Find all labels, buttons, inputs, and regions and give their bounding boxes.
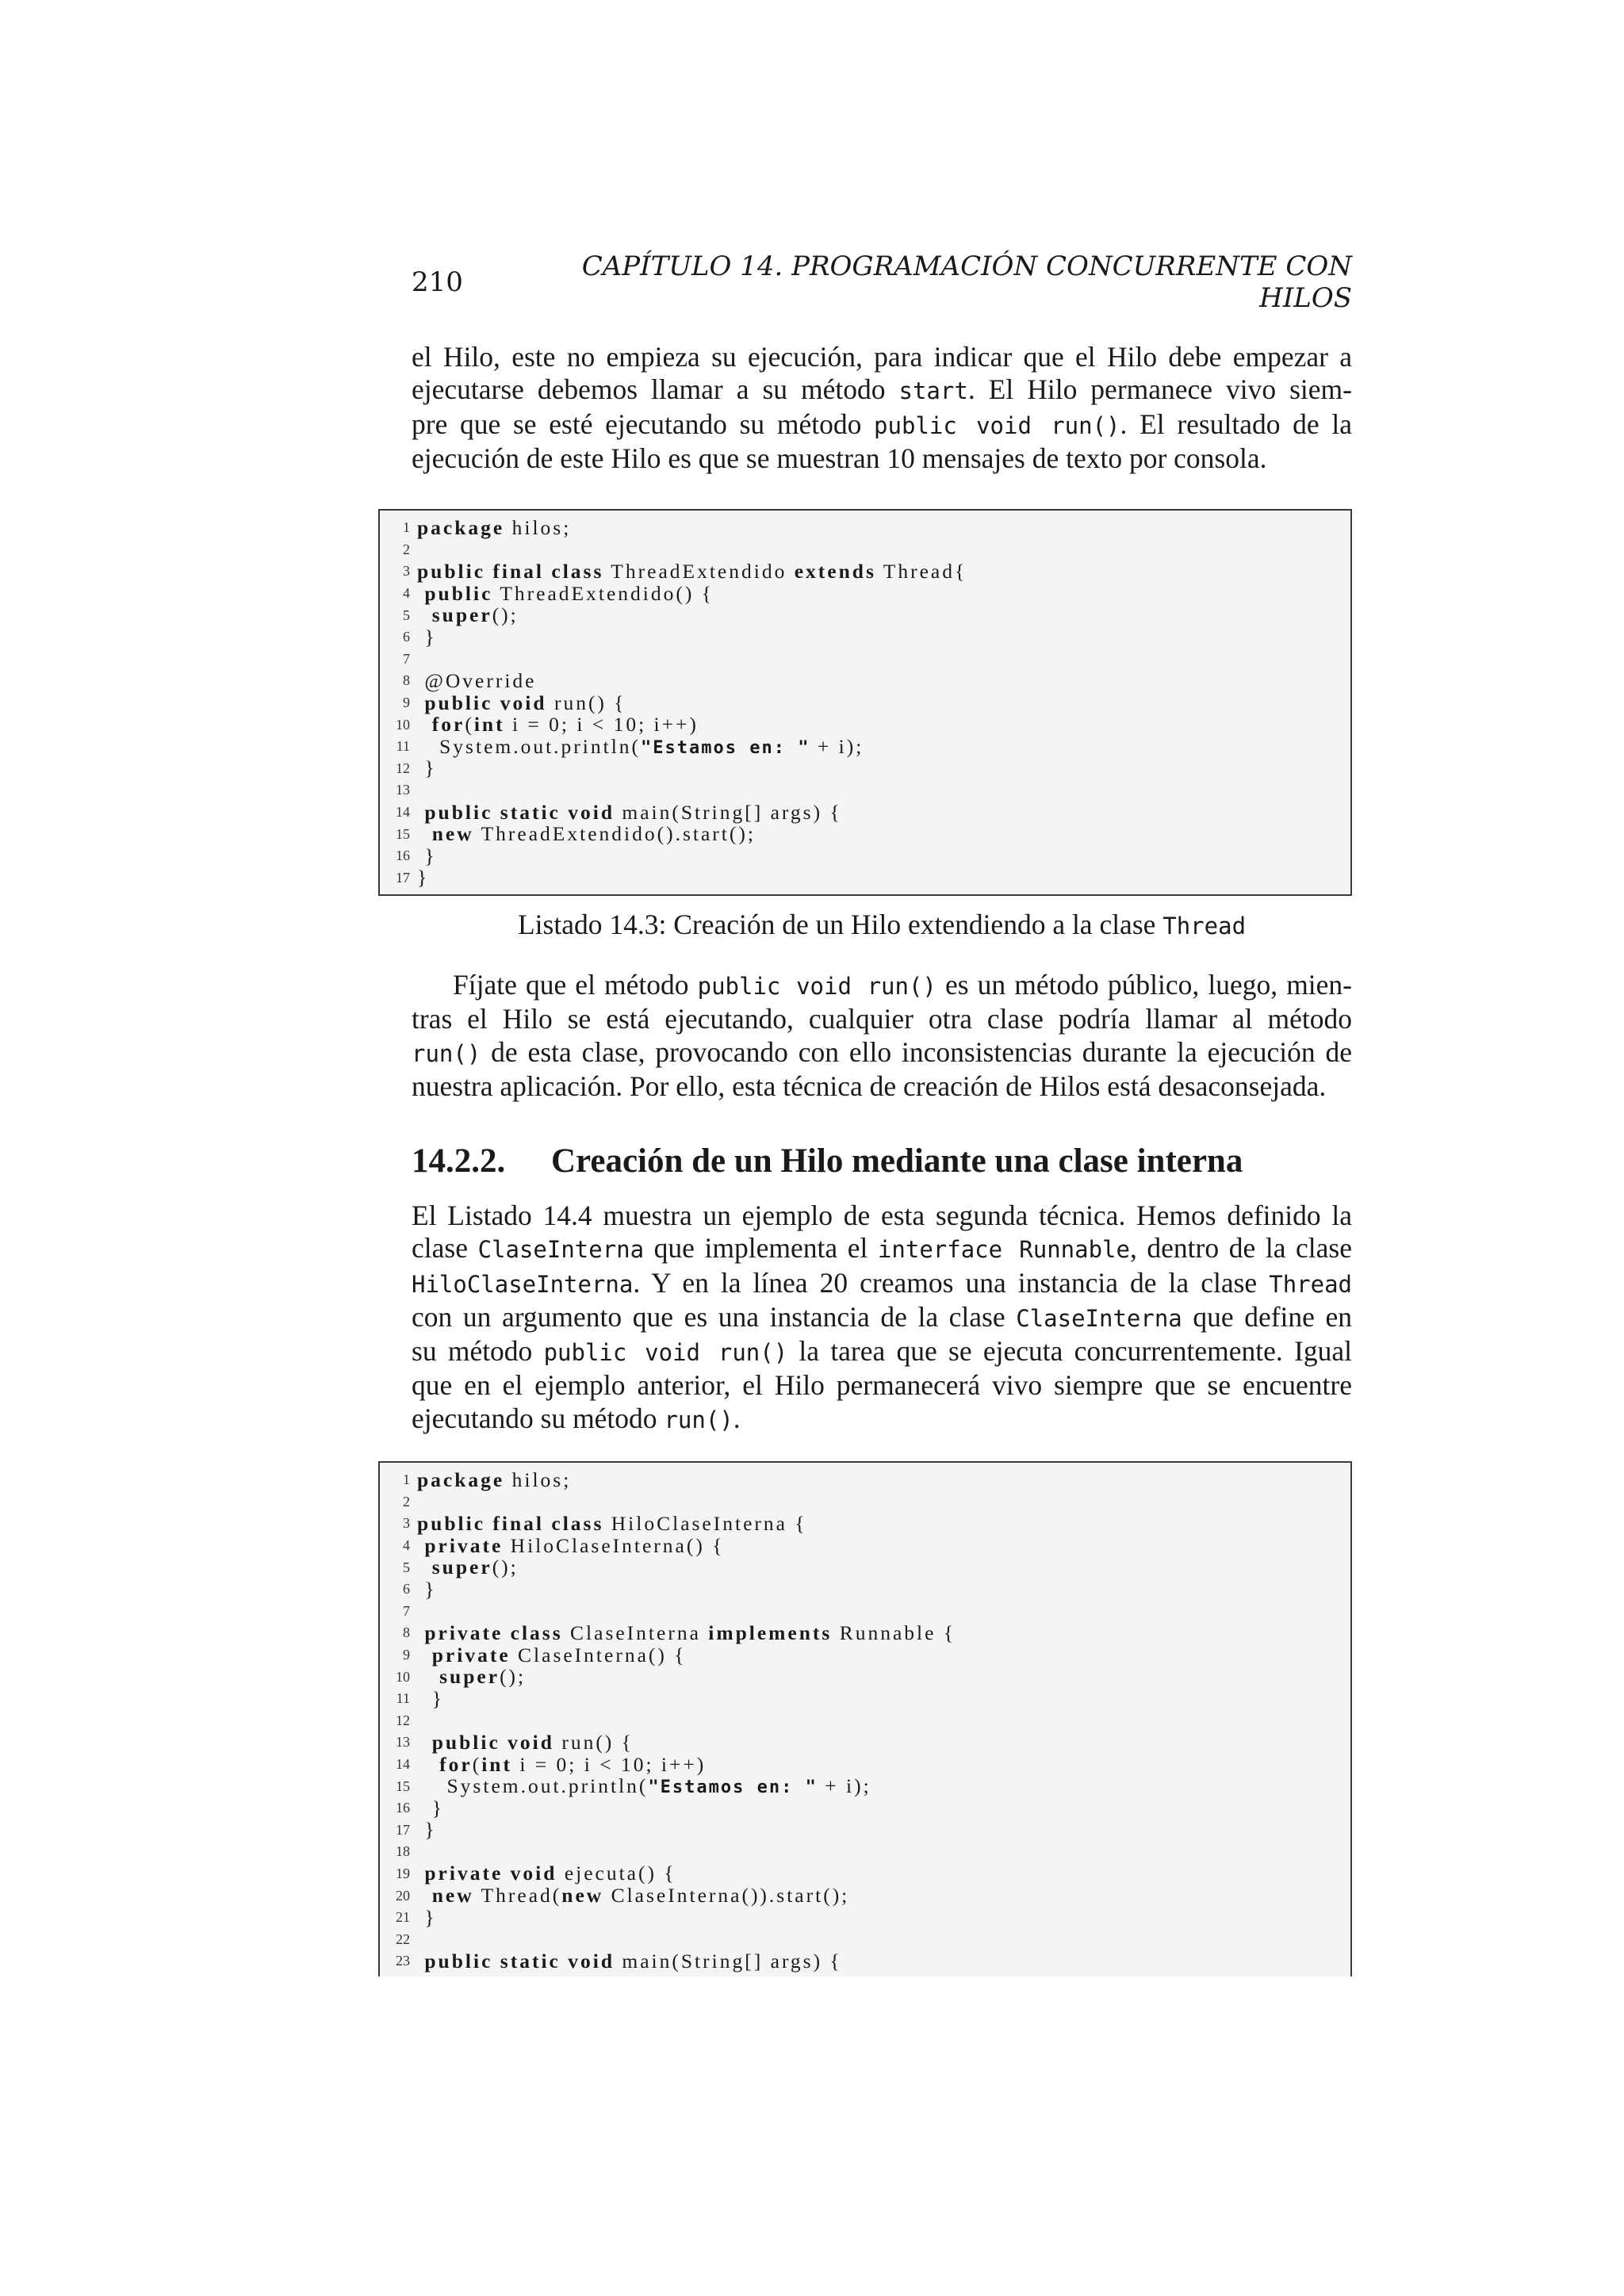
page-number: 210	[412, 266, 463, 298]
text-run: El Listado 14.4 muestra un ejemplo de esta segunda técnica. Hemos definido la	[412, 1200, 1352, 1231]
code-line	[380, 1775, 1350, 1797]
code-text: private class ClaseInterna implements Runnable {	[424, 1621, 956, 1644]
line-number: 16	[396, 1800, 410, 1816]
inline-code: interface Runnable	[877, 1236, 1130, 1264]
text-run: ejecución de este Hilo es que se muestran 10 mensajes de texto por consola.	[412, 442, 1267, 474]
code-line	[380, 1688, 1350, 1710]
text-run: que en el ejemplo anterior, el Hilo permanecerá vivo siempre que se encuentre	[412, 1369, 1352, 1402]
code-text: super();	[431, 603, 519, 627]
code-line	[380, 1907, 1350, 1929]
listing-caption	[412, 908, 1352, 941]
code-line	[380, 1710, 1350, 1732]
line-number: 13	[396, 782, 410, 798]
code-line	[380, 1622, 1350, 1644]
code-listing-14-3	[378, 509, 1352, 896]
text-line	[412, 341, 1352, 373]
text-line	[412, 442, 1352, 475]
section-heading	[412, 1142, 1352, 1181]
text-line	[412, 1232, 1352, 1266]
line-number: 3	[403, 1515, 410, 1532]
text-line	[412, 1369, 1352, 1402]
line-number: 7	[403, 1602, 410, 1619]
paragraph-inner-class	[412, 1200, 1352, 1437]
line-number: 11	[396, 1690, 410, 1707]
code-text: private void ejecuta() {	[424, 1862, 676, 1885]
code-text: }	[417, 1686, 444, 1710]
code-text: private HiloClaseInterna() {	[424, 1533, 725, 1557]
line-number: 2	[403, 1493, 410, 1510]
text-run: . El Hilo permanece vivo siem-	[967, 373, 1352, 406]
code-line	[380, 1950, 1350, 1973]
code-line	[380, 692, 1350, 714]
line-number: 23	[396, 1953, 410, 1969]
line-number: 12	[396, 760, 410, 776]
line-number: 1	[403, 519, 410, 536]
code-text: }	[417, 1577, 437, 1601]
code-text: package hilos;	[417, 515, 572, 539]
code-text: for(int i = 0; i < 10; i++)	[439, 1752, 707, 1776]
code-line	[380, 758, 1350, 780]
text-line	[412, 408, 1352, 442]
line-number: 21	[396, 1909, 410, 1926]
code-text: @Override	[417, 668, 537, 692]
code-line	[380, 1644, 1350, 1667]
inline-code: run()	[664, 1406, 733, 1433]
code-text: package hilos;	[417, 1468, 572, 1491]
inline-code: run()	[412, 1039, 481, 1067]
code-text: public void run() {	[431, 1730, 634, 1754]
line-number: 22	[396, 1931, 410, 1947]
code-line	[380, 1863, 1350, 1885]
text-run: que implementa el	[644, 1232, 878, 1265]
section-number: 14.2.2.	[412, 1142, 506, 1180]
text-run: de esta clase, provocando con ello inconsistencias durante la ejecución de	[481, 1035, 1352, 1068]
text-line	[412, 1036, 1352, 1070]
code-line	[380, 649, 1350, 671]
running-title: CAPÍTULO 14. PROGRAMACIÓN CONCURRENTE CON HILOS	[581, 251, 1352, 314]
text-run: la tarea que se ejecuta concurrentemente. Igual	[787, 1335, 1352, 1368]
code-line	[380, 1601, 1350, 1623]
inline-code: public void run()	[543, 1339, 788, 1367]
line-number: 8	[403, 1624, 410, 1641]
code-text: public final class ThreadExtendido extends Thread{	[417, 559, 967, 583]
line-number: 9	[403, 1647, 410, 1663]
text-run: .	[733, 1402, 741, 1434]
text-line	[412, 1003, 1352, 1035]
code-text: }	[417, 756, 437, 780]
code-line	[380, 1841, 1350, 1863]
caption-code: Thread	[1162, 913, 1247, 939]
text-run: , dentro de la clase	[1129, 1232, 1352, 1265]
line-number: 7	[403, 650, 410, 667]
line-number: 2	[403, 541, 410, 557]
text-run: pre que se esté ejecutando su método	[412, 408, 875, 440]
line-number: 13	[396, 1734, 410, 1751]
line-number: 5	[403, 607, 410, 623]
line-number: 3	[403, 563, 410, 580]
code-line	[380, 1556, 1350, 1578]
text-run: con un argumento que es una instancia de la clase	[412, 1300, 1017, 1333]
code-text: private ClaseInterna() {	[431, 1643, 687, 1667]
inline-code: ClaseInterna	[477, 1236, 645, 1264]
code-line	[380, 1535, 1350, 1557]
line-number: 15	[396, 1777, 410, 1794]
paragraph-run-method-warning	[412, 969, 1352, 1103]
section-title: Creación de un Hilo mediante una clase interna	[551, 1142, 1243, 1180]
line-number: 16	[396, 848, 410, 864]
code-line	[380, 1732, 1350, 1754]
code-text: }	[417, 844, 437, 867]
code-line	[380, 1513, 1350, 1535]
line-number: 1	[403, 1471, 410, 1488]
caption-text: Listado 14.3: Creación de un Hilo extendiendo a la clase	[517, 909, 1163, 940]
code-text: System.out.println("Estamos en: " + i);	[417, 1774, 871, 1798]
code-text: public static void main(String[] args) {	[424, 800, 842, 824]
text-run: Fíjate que el método	[453, 969, 698, 1001]
line-number: 8	[403, 672, 410, 689]
code-line	[380, 1928, 1350, 1950]
line-number: 5	[403, 1559, 410, 1575]
code-line	[380, 823, 1350, 845]
code-line	[380, 779, 1350, 802]
text-run: nuestra aplicación. Por ello, esta técnica de creación de Hilos está desaconsejada.	[412, 1070, 1327, 1102]
code-text: public void run() {	[424, 691, 626, 714]
text-run: es un método público, luego, mien-	[936, 969, 1352, 1001]
code-text: new ThreadExtendido().start();	[431, 822, 756, 846]
line-number: 9	[403, 695, 410, 711]
code-line	[380, 1754, 1350, 1776]
code-text: }	[417, 866, 430, 890]
code-line	[380, 583, 1350, 605]
text-run: . El resultado de la	[1120, 408, 1352, 440]
code-line	[380, 539, 1350, 561]
code-line	[380, 1491, 1350, 1513]
code-line	[380, 714, 1350, 736]
line-number: 15	[396, 825, 410, 842]
text-run: ejecutarse debemos llamar a su método	[412, 373, 899, 406]
code-text: for(int i = 0; i < 10; i++)	[431, 713, 699, 737]
text-run: su método	[412, 1335, 544, 1368]
code-text: public static void main(String[] args) {	[424, 1949, 842, 1973]
inline-code: ClaseInterna	[1016, 1304, 1182, 1332]
code-listing-14-4	[378, 1461, 1352, 1976]
line-number: 19	[396, 1865, 410, 1881]
text-run: tras el Hilo se está ejecutando, cualquier otra clase podría llamar al método	[412, 1003, 1352, 1035]
text-line	[412, 1267, 1352, 1301]
code-text: super();	[431, 1556, 519, 1579]
code-text: public ThreadExtendido() {	[424, 581, 714, 605]
code-text: }	[417, 1818, 437, 1842]
line-number: 14	[396, 804, 410, 821]
code-line	[380, 736, 1350, 758]
text-line	[412, 1402, 1352, 1437]
line-number: 4	[403, 585, 410, 602]
text-line	[412, 969, 1352, 1003]
line-number: 6	[403, 629, 410, 645]
inline-code: start	[898, 377, 968, 405]
line-number: 17	[396, 869, 410, 886]
line-number: 4	[403, 1537, 410, 1554]
text-line	[412, 1070, 1352, 1103]
line-number: 17	[396, 1821, 410, 1838]
text-line	[412, 1335, 1352, 1369]
code-line	[380, 517, 1350, 539]
code-text: System.out.println("Estamos en: " + i);	[417, 734, 864, 758]
line-number: 14	[396, 1756, 410, 1773]
inline-code: Thread	[1269, 1270, 1352, 1298]
line-number: 12	[396, 1712, 410, 1728]
text-run: que define en	[1182, 1300, 1352, 1333]
line-number: 11	[396, 738, 410, 755]
text-line	[412, 1301, 1352, 1335]
code-line	[380, 867, 1350, 890]
inline-code: public void run()	[874, 411, 1120, 439]
code-text: }	[417, 1796, 444, 1820]
code-line	[380, 670, 1350, 692]
code-text: public final class HiloClaseInterna {	[417, 1511, 807, 1535]
line-number: 10	[396, 716, 410, 733]
line-number: 10	[396, 1668, 410, 1685]
code-text: }	[417, 1905, 437, 1929]
text-line	[412, 1200, 1352, 1232]
text-run: . Y en la línea 20 creamos una instancia de la clase	[633, 1266, 1270, 1299]
code-text: new Thread(new ClaseInterna()).start();	[431, 1884, 850, 1908]
code-line	[380, 1797, 1350, 1820]
intro-paragraph	[412, 341, 1352, 475]
code-line	[380, 1469, 1350, 1491]
code-line	[380, 845, 1350, 867]
code-text: super();	[439, 1665, 527, 1689]
text-run: clase	[412, 1232, 478, 1265]
line-number: 18	[396, 1843, 410, 1860]
code-line	[380, 604, 1350, 626]
code-line	[380, 1885, 1350, 1907]
code-line	[380, 626, 1350, 649]
code-line	[380, 1820, 1350, 1842]
code-text: }	[417, 625, 437, 649]
code-line	[380, 561, 1350, 583]
code-line	[380, 1578, 1350, 1601]
line-number: 20	[396, 1887, 410, 1904]
inline-code: HiloClaseInterna	[412, 1270, 634, 1298]
text-run: ejecutando su método	[412, 1402, 665, 1434]
line-number: 6	[403, 1581, 410, 1598]
inline-code: public void run()	[697, 973, 936, 1000]
code-line	[380, 802, 1350, 824]
code-line	[380, 1666, 1350, 1688]
text-run: el Hilo, este no empieza su ejecución, para indicar que el Hilo debe empezar a	[412, 341, 1352, 373]
text-line	[412, 373, 1352, 408]
page-header	[412, 251, 1352, 314]
